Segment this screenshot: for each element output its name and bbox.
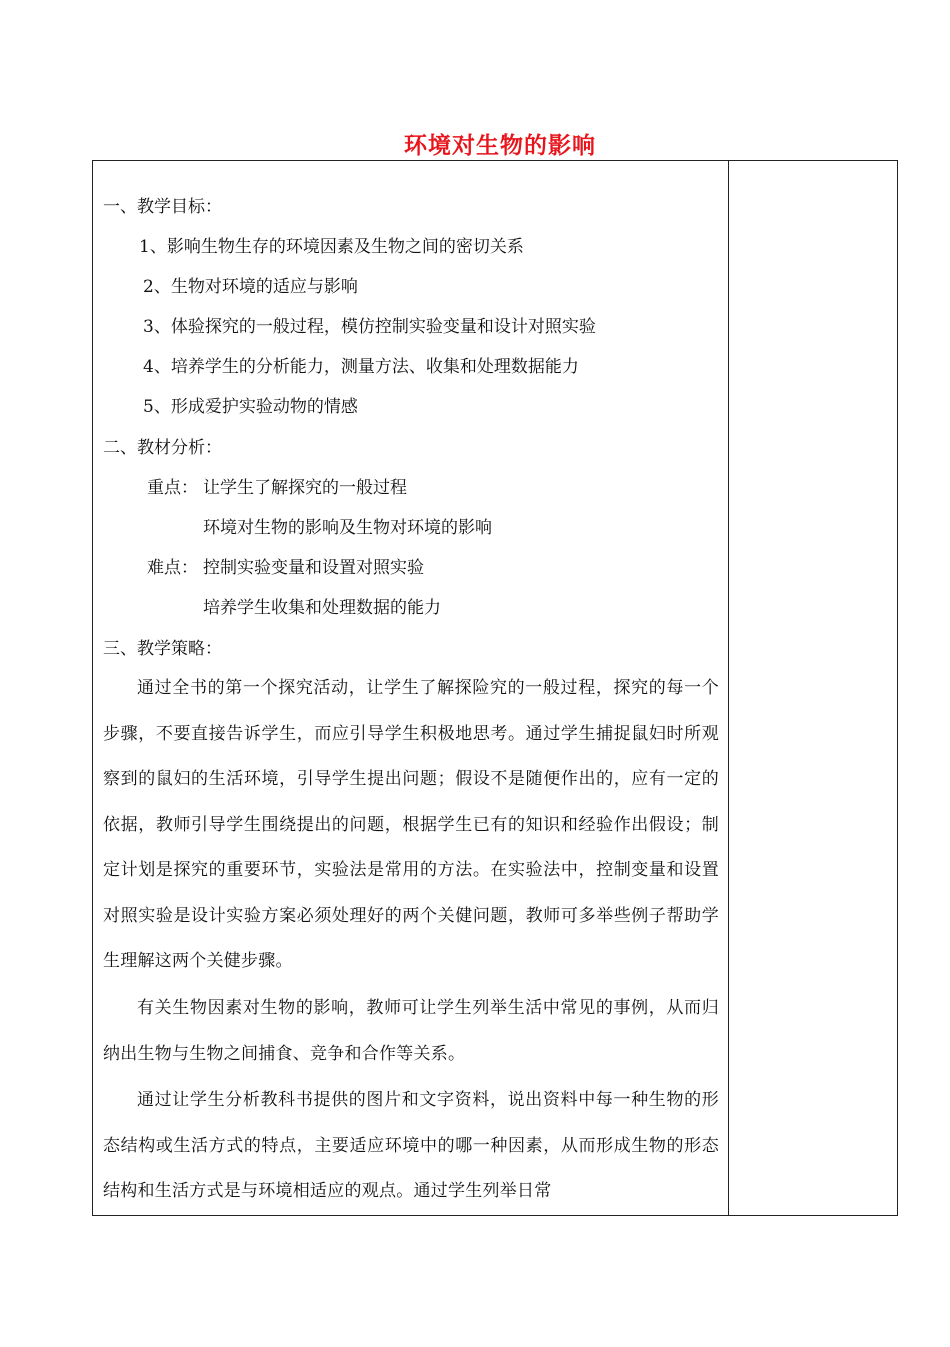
strategy-heading: 三、教学策略： [103,639,222,659]
objective-item: 3、体验探究的一般过程，模仿控制实验变量和设计对照实验 [143,317,596,337]
main-content-cell [93,161,727,1215]
column-divider [728,161,729,1215]
objective-item: 1、影响生物生存的环境因素及生物之间的密切关系 [139,237,524,257]
document-title: 环境对生物的影响 [404,132,596,159]
key-point-item: 让学生了解探究的一般过程 [203,478,407,498]
analysis-heading: 二、教材分析： [103,438,222,458]
objective-item: 2、生物对环境的适应与影响 [143,277,358,297]
objectives-heading: 一、教学目标： [103,197,222,217]
key-points-label: 重点： [147,478,198,498]
objective-item: 5、形成爱护实验动物的情感 [143,397,358,417]
strategy-paragraph: 通过让学生分析教科书提供的图片和文字资料，说出资料中每一种生物的形态结构或生活方式的特点，主要适应环境中的哪一种因素，从而形成生物的形态结构和生活方式是与环境相适应的观点。通过学生列举日常 [103,1090,719,1201]
strategy-paragraph: 有关生物因素对生物的影响，教师可让学生列举生活中常见的事例，从而归纳出生物与生物之间捕食、竞争和合作等关系。 [103,998,719,1064]
objective-item: 4、培养学生的分析能力，测量方法、收集和处理数据能力 [143,357,579,377]
difficulties-label: 难点： [147,558,198,578]
difficulty-item: 培养学生收集和处理数据的能力 [203,598,441,618]
strategy-paragraph: 通过全书的第一个探究活动，让学生了解探险究的一般过程，探究的每一个步骤，不要直接告诉学生，而应引导学生积极地思考。通过学生捕捉鼠妇时所观察到的鼠妇的生活环境，引导学生提出问题；假设不是随便作出的，应有一定的依据，教师引导学生围绕提出的问题，根据学生已有的知识和经验作出假设；制定计划是探究的重要环节，实验法是常用的方法。在实验法中，控制变量和设置对照实验是设计实验方案必须处理好的两个关健问题，教师可多举些例子帮助学生理解这两个关健步骤。 [103,678,719,971]
key-point-item: 环境对生物的影响及生物对环境的影响 [203,518,492,538]
difficulty-item: 控制实验变量和设置对照实验 [203,558,424,578]
lesson-plan-table [92,160,898,1216]
